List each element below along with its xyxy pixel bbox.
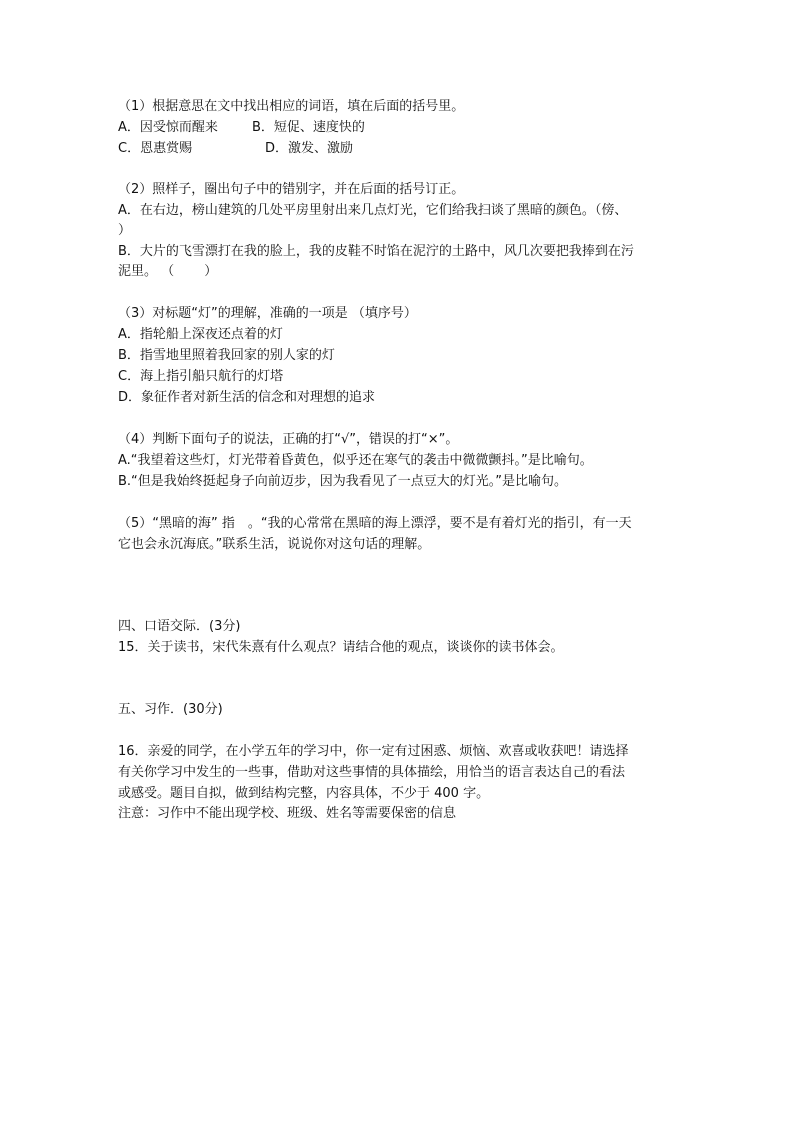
q2-option-a-cont: ） — [118, 223, 132, 238]
q1-title: （1）根据意思在文中找出相应的词语，填在后面的括号里。 — [118, 99, 465, 114]
q3-title: （3）对标题“灯”的理解，准确的一项是 （填序号） — [118, 306, 417, 321]
q3-option-b: B．指雪地里照着我回家的别人家的灯 — [118, 348, 335, 363]
q16-text: 16．亲爱的同学，在小学五年的学习中，你一定有过困惑、烦恼、欢喜或收获吧！请选择 — [118, 744, 629, 759]
q16-note: 注意：习作中不能出现学校、班级、姓名等需要保密的信息 — [118, 806, 457, 821]
q4-option-a: A.“我望着这些灯，灯光带着昏黄色，似乎还在寒气的袭击中微微颤抖。”是比喻句。 — [118, 453, 593, 468]
q2-option-b-cont: 泥里。 （ ） — [118, 264, 218, 279]
q1-options-row1 — [118, 118, 678, 138]
q16-text-cont1: 有关你学习中发生的一些事，借助对这些事情的具体描绘，用恰当的语言表达自己的看法 — [118, 765, 626, 780]
q5-text: （5）“黑暗的海” 指 。“我的心常常在黑暗的海上漂浮，要不是有着灯光的指引，有一天 — [118, 516, 632, 531]
section5-heading: 五、习作．(30分) — [118, 702, 223, 717]
q3-option-c: C．海上指引船只航行的灯塔 — [118, 369, 284, 384]
q4-option-b: B.“但是我始终挺起身子向前迈步，因为我看见了一点豆大的灯光。”是比喻句。 — [118, 474, 568, 489]
q5-text-cont: 它也会永沉海底。”联系生活，说说你对这句话的理解。 — [118, 537, 431, 552]
q1-option-c: C．恩惠赏赐 — [118, 141, 193, 156]
q2-option-b: B．大片的飞雪漂打在我的脸上，我的皮鞋不时馅在泥泞的土路中，风几次要把我捧到在污 — [118, 244, 634, 259]
q3-option-a: A．指轮船上深夜还点着的灯 — [118, 327, 283, 342]
q1-option-b: B．短促、速度快的 — [252, 120, 365, 135]
q15-text: 15．关于读书，宋代朱熹有什么观点？请结合他的观点，谈谈你的读书体会。 — [118, 640, 564, 655]
q1-option-a: A．因受惊而醒来 — [118, 120, 218, 135]
q4-title: （4）判断下面句子的说法，正确的打“√”，错误的打“×”。 — [118, 432, 459, 447]
q2-title: （2）照样子，圈出句子中的错别字，并在后面的括号订正。 — [118, 182, 465, 197]
q2-option-a: A．在右边，榜山建筑的几处平房里射出来几点灯光，它们给我扫谈了黑暗的颜色。（傍、 — [118, 203, 628, 218]
section4-heading: 四、口语交际．(3分) — [118, 619, 241, 634]
q1-option-d: D．激发、激励 — [265, 141, 354, 156]
q1-options-row2 — [118, 139, 678, 159]
q16-text-cont2: 或感受。题目自拟，做到结构完整，内容具体，不少于 400 字。 — [118, 786, 490, 801]
q3-option-d: D．象征作者对新生活的信念和对理想的追求 — [118, 390, 376, 405]
